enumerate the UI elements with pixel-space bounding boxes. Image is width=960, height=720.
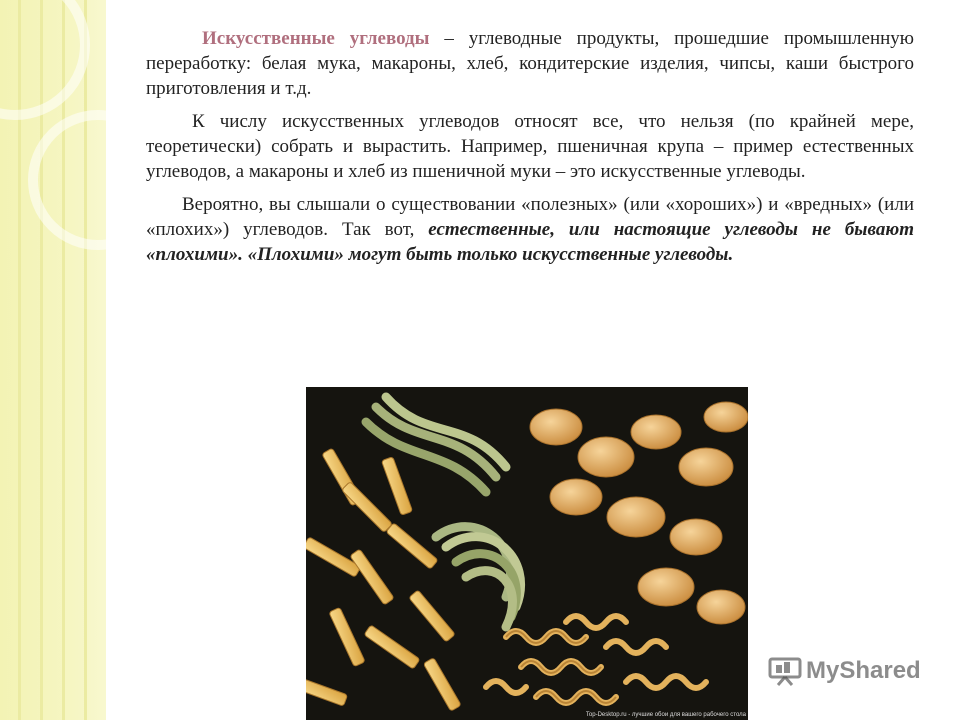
paragraph-2-text: К числу искусственных углеводов относят все, что нельзя (по крайней мере, теоретически) собрать и вырастить. Например, пшеничная крупа – пример естественных углеводов, а макароны и хлеб из пшеничной муки – это искусственные углеводы. [146,111,914,182]
paragraph-3-emphasis: естественные, или настоящие углеводы не бывают «плохими». «Плохими» могут быть только искусственные углеводы. [146,219,914,265]
presentation-icon [768,656,802,686]
slide-text [146,26,914,275]
watermark-text: MyShared [806,657,921,684]
paragraph-good-bad [146,192,914,267]
myshared-watermark [768,656,921,686]
term-artificial-carbs: Искусственные углеводы [202,28,430,49]
paragraph-3-text: Вероятно, вы слышали о существовании «полезных» (или «хороших») и «вредных» (или «плохих») углеводов. Так вот, [146,194,914,240]
pasta-photo [306,387,748,720]
paragraph-examples [146,109,914,184]
band-stripe [62,0,65,720]
pasta-illustration [306,387,748,720]
band-stripe [84,0,87,720]
decorative-side-band [0,0,106,720]
photo-caption: Top-Desktop.ru - лучшие обои для вашего рабочего стола [585,712,746,718]
decorative-circle [0,0,90,120]
paragraph-1-text: – углеводные продукты, прошедшие промышленную переработку: белая мука, макароны, хлеб, кондитерские изделия, чипсы, каши быстрого приготовления и т.д. [146,28,914,99]
paragraph-artificial-carbs [146,26,914,101]
